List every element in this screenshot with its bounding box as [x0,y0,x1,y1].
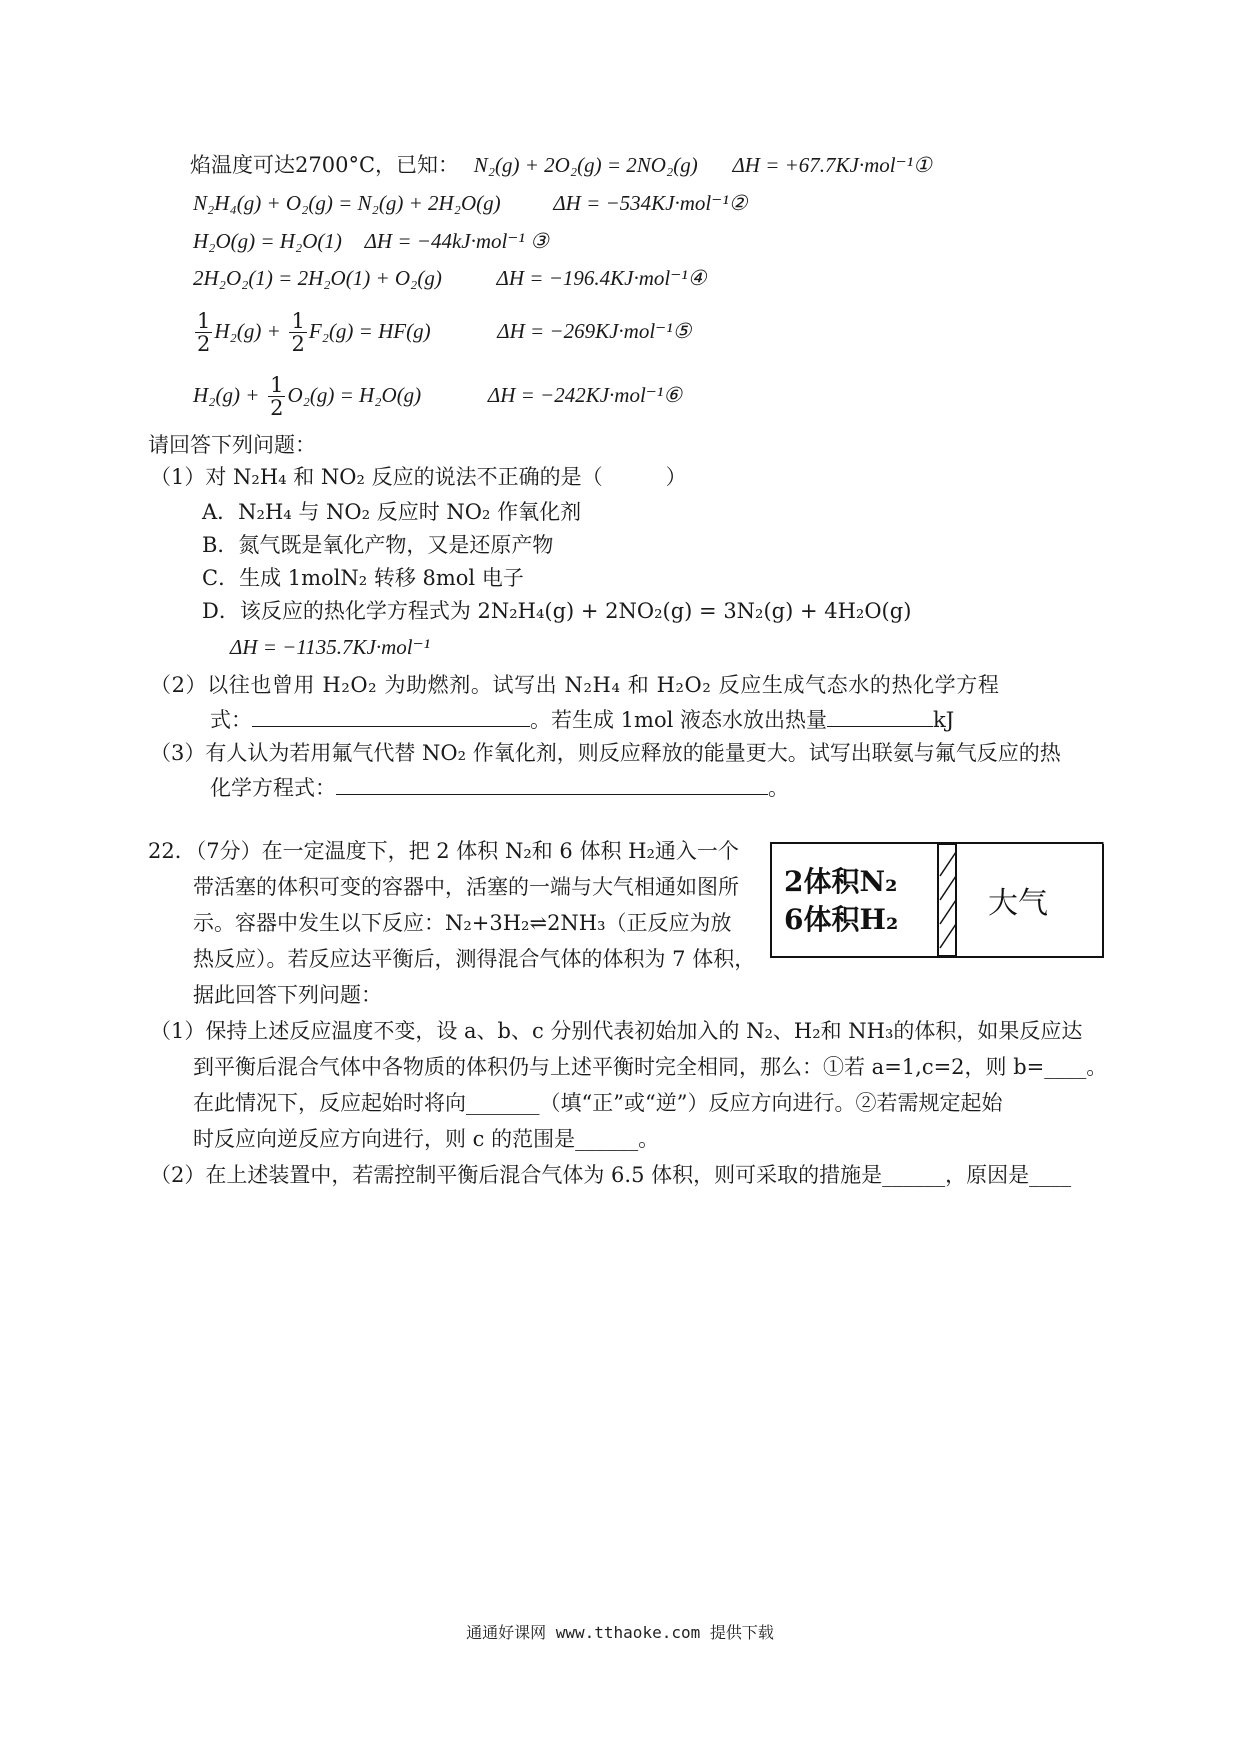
atmosphere-label: 大气 [988,886,1048,921]
equation-6-enthalpy: ΔH = −242KJ·mol⁻¹⑥ [487,383,682,407]
answer-text: 。若生成 1mol 液态水放出热量 [530,708,827,732]
q21-prompt: 请回答下列问题： [148,433,316,457]
q21-part-2-line-1: （2）以往也曾用 H₂O₂ 为助燃剂。试写出 N₂H₄ 和 H₂O₂ 反应生成气态水的热化学方程 [150,673,1000,697]
equation-2: N₂H₄(g) + O₂(g) = N₂(g) + 2H₂O(g) [193,191,501,215]
q21-part-3-line-2 [210,772,789,803]
answer-blank-equation[interactable] [252,704,530,727]
q22-sub-2-line-1: （2）在上述装置中，若需控制平衡后混合气体为 6.5 体积，则可采取的措施是______，原因是____ [150,1163,1072,1187]
q22-line-4: 热反应）。若反应达平衡后，测得混合气体的体积为 7 体积， [193,947,756,971]
q21-part-1: （1）对 N₂H₄ 和 NO₂ 反应的说法不正确的是（ ） [150,465,687,489]
q21-option-d-enthalpy: ΔH = −1135.7KJ·mol⁻¹ [230,635,430,659]
unit-kj: kJ [932,708,955,732]
fraction-denominator: 2 [291,332,305,356]
equation-6-part-a: H₂(g) + [193,383,260,407]
q22-line-2: 带活塞的体积可变的容器中，活塞的一端与大气相通如图所 [193,875,739,899]
answer-label: 式： [210,708,252,732]
equation-3-enthalpy: ΔH = −44kJ·mol⁻¹ ③ [364,229,549,253]
equation-5-part-b: F₂(g) = HF(g) [308,319,431,343]
answer-blank-heat[interactable] [827,704,933,727]
q22-sub-1-line-1: （1）保持上述反应温度不变，设 a、b、c 分别代表初始加入的 N₂、H₂和 NH₃的体积，如果反应达 [150,1019,1083,1043]
fraction-numerator: 1 [197,309,211,333]
equation-line-1 [190,150,932,180]
equation-2-enthalpy: ΔH = −534KJ·mol⁻¹② [553,191,748,215]
equation-4: 2H₂O₂(1) = 2H₂O(1) + O₂(g) [193,266,442,290]
fraction-half [195,310,212,355]
equation-5-enthalpy: ΔH = −269KJ·mol⁻¹⑤ [497,319,692,343]
answer-blank-fluorine-equation[interactable] [336,772,768,795]
q22-sub-1-line-4: 时反应向逆反应方向进行，则 c 的范围是______。 [193,1127,660,1151]
q21-option-c: C．生成 1molN₂ 转移 8mol 电子 [202,566,524,590]
h2-volume-label: 6体积H₂ [784,903,899,936]
piston-container-diagram [770,842,1106,958]
piston-hatch [938,844,956,956]
fraction-half [289,310,306,355]
q22-sub-1-line-2: 到平衡后混合气体中各物质的体积仍与上述平衡时完全相同，那么：①若 a=1,c=2，则 b=____。 [193,1055,1108,1079]
q21-part-3-line-1: （3）有人认为若用氟气代替 NO₂ 作氧化剂，则反应释放的能量更大。试写出联氨与氟气反应的热 [150,741,1061,765]
q22-line-5: 据此回答下列问题： [193,983,382,1007]
q22-line-3: 示。容器中发生以下反应：N₂+3H₂⇌2NH₃（正反应为放 [193,911,732,935]
fraction-numerator: 1 [270,373,284,397]
q22-sub-1-line-3: 在此情况下，反应起始时将向_______（填“正”或“逆”）反应方向进行。②若需规定起始 [193,1091,1003,1115]
fraction-half [268,374,285,419]
q21-part-2-line-2 [210,704,954,735]
answer-label: 化学方程式： [210,776,336,800]
equation-line-6 [193,374,682,419]
equation-6-part-b: O₂(g) = H₂O(g) [287,383,422,407]
intro-text: 焰温度可达2700°C，已知： [190,153,460,177]
equation-4-enthalpy: ΔH = −196.4KJ·mol⁻¹④ [496,266,707,290]
equation-3: H₂O(g) = H₂O(1) [193,229,342,253]
q21-option-b: B．氮气既是氧化产物，又是还原产物 [202,533,554,557]
equation-5-part-a: H₂(g) + [214,319,281,343]
equation-line-5 [193,310,691,355]
equation-1: N₂(g) + 2O₂(g) = 2NO₂(g) [473,153,698,177]
equation-line-4 [193,263,706,293]
n2-volume-label: 2体积N₂ [784,865,898,898]
fraction-numerator: 1 [291,309,305,333]
q21-option-d: D．该反应的热化学方程式为 2N₂H₄(g) + 2NO₂(g) = 3N₂(g) + 4H₂O(g) [202,599,912,623]
container-outline [770,842,1106,958]
equation-line-3 [193,226,549,256]
equation-1-enthalpy: ΔH = +67.7KJ·mol⁻¹① [732,153,932,177]
answer-end: 。 [768,776,789,800]
q21-option-a: A．N₂H₄ 与 NO₂ 反应时 NO₂ 作氧化剂 [202,500,582,524]
q22-line-1: 22．（7分）在一定温度下，把 2 体积 N₂和 6 体积 H₂通入一个 [148,839,739,863]
fraction-denominator: 2 [197,332,211,356]
equation-line-2 [193,188,747,218]
page-footer: 通通好课网 www.tthaoke.com 提供下载 [466,1623,774,1642]
fraction-denominator: 2 [270,396,284,420]
